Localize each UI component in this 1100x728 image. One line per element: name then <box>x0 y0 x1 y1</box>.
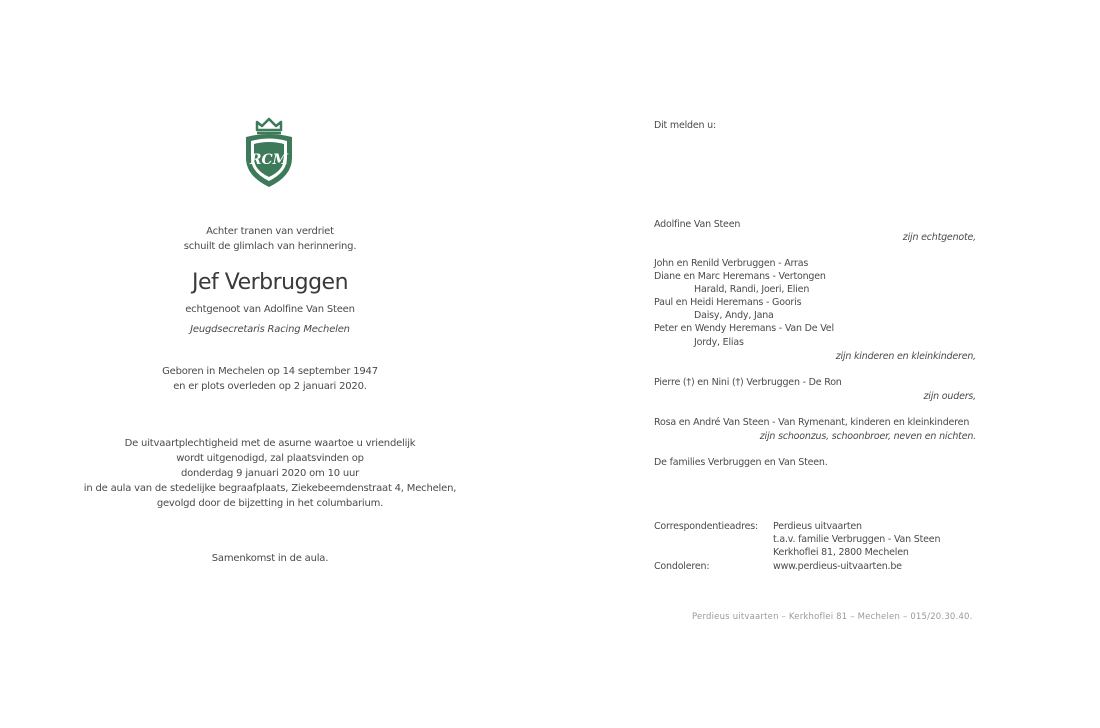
birth-death-info <box>0 364 540 394</box>
grandchildren-line: Harald, Randi, Joeri, Elien <box>694 284 810 295</box>
ceremony-line: gevolgd door de bijzetting in het columbarium. <box>156 498 384 509</box>
family-line: John en Renild Verbruggen - Arras <box>654 258 809 269</box>
parents-label: zijn ouders, <box>923 391 976 402</box>
intro-line: Dit melden u: <box>654 120 716 131</box>
condolence-label: Condoleren: <box>654 561 710 572</box>
grandchildren-line: Jordy, Elias <box>694 337 744 348</box>
inlaws-label: zijn schoonzus, schoonbroer, neven en nichten. <box>759 431 976 442</box>
ceremony-line: wordt uitgenodigd, zal plaatsvinden op <box>176 453 364 464</box>
correspondence-line: t.a.v. familie Verbruggen - Van Steen <box>773 534 941 545</box>
death-line: en er plots overleden op 2 januari 2020. <box>173 381 367 392</box>
deceased-name: Jef Verbruggen <box>191 270 349 295</box>
ceremony-line: in de aula van de stedelijke begraafplaats, Ziekebeemdenstraat 4, Mechelen, <box>83 483 457 494</box>
spouse-label: zijn echtgenote, <box>902 232 976 243</box>
racing-mechelen-crest-icon <box>243 116 295 190</box>
inlaws-line: Rosa en André Van Steen - Van Rymenant, kinderen en kleinkinderen <box>654 417 970 428</box>
birth-line: Geboren in Mechelen op 14 september 1947 <box>162 366 378 377</box>
spouse-name: Adolfine Van Steen <box>654 219 741 230</box>
svg-text:RCM: RCM <box>249 152 289 168</box>
ceremony-info <box>0 436 540 511</box>
footer-address: Perdieus uitvaarten – Kerkhoflei 81 – Mechelen – 015/20.30.40. <box>692 612 973 622</box>
memorial-quote <box>0 224 540 254</box>
condolence-url[interactable]: www.perdieus-uitvaarten.be <box>773 561 902 572</box>
children-label: zijn kinderen en kleinkinderen, <box>835 351 976 362</box>
parents-line: Pierre (†) en Nini (†) Verbruggen - De Ron <box>654 377 842 388</box>
correspondence-line: Kerkhoflei 81, 2800 Mechelen <box>773 547 909 558</box>
correspondence-label: Correspondentieadres: <box>654 521 758 532</box>
family-line: Diane en Marc Heremans - Vertongen <box>654 271 826 282</box>
quote-line: schuilt de glimlach van herinnering. <box>183 241 357 252</box>
role-line: Jeugdsecretaris Racing Mechelen <box>190 324 350 335</box>
correspondence-line: Perdieus uitvaarten <box>773 521 862 532</box>
ceremony-line: donderdag 9 januari 2020 om 10 uur <box>180 468 360 479</box>
family-line: Peter en Wendy Heremans - Van De Vel <box>654 323 834 334</box>
ceremony-line: De uitvaartplechtigheid met de asurne waartoe u vriendelijk <box>124 438 416 449</box>
family-line: Paul en Heidi Heremans - Gooris <box>654 297 802 308</box>
meeting-line: Samenkomst in de aula. <box>211 553 329 564</box>
spouse-line: echtgenoot van Adolfine Van Steen <box>185 304 355 315</box>
grandchildren-line: Daisy, Andy, Jana <box>694 310 774 321</box>
families-line: De families Verbruggen en Van Steen. <box>654 457 828 468</box>
quote-line: Achter tranen van verdriet <box>206 226 334 237</box>
